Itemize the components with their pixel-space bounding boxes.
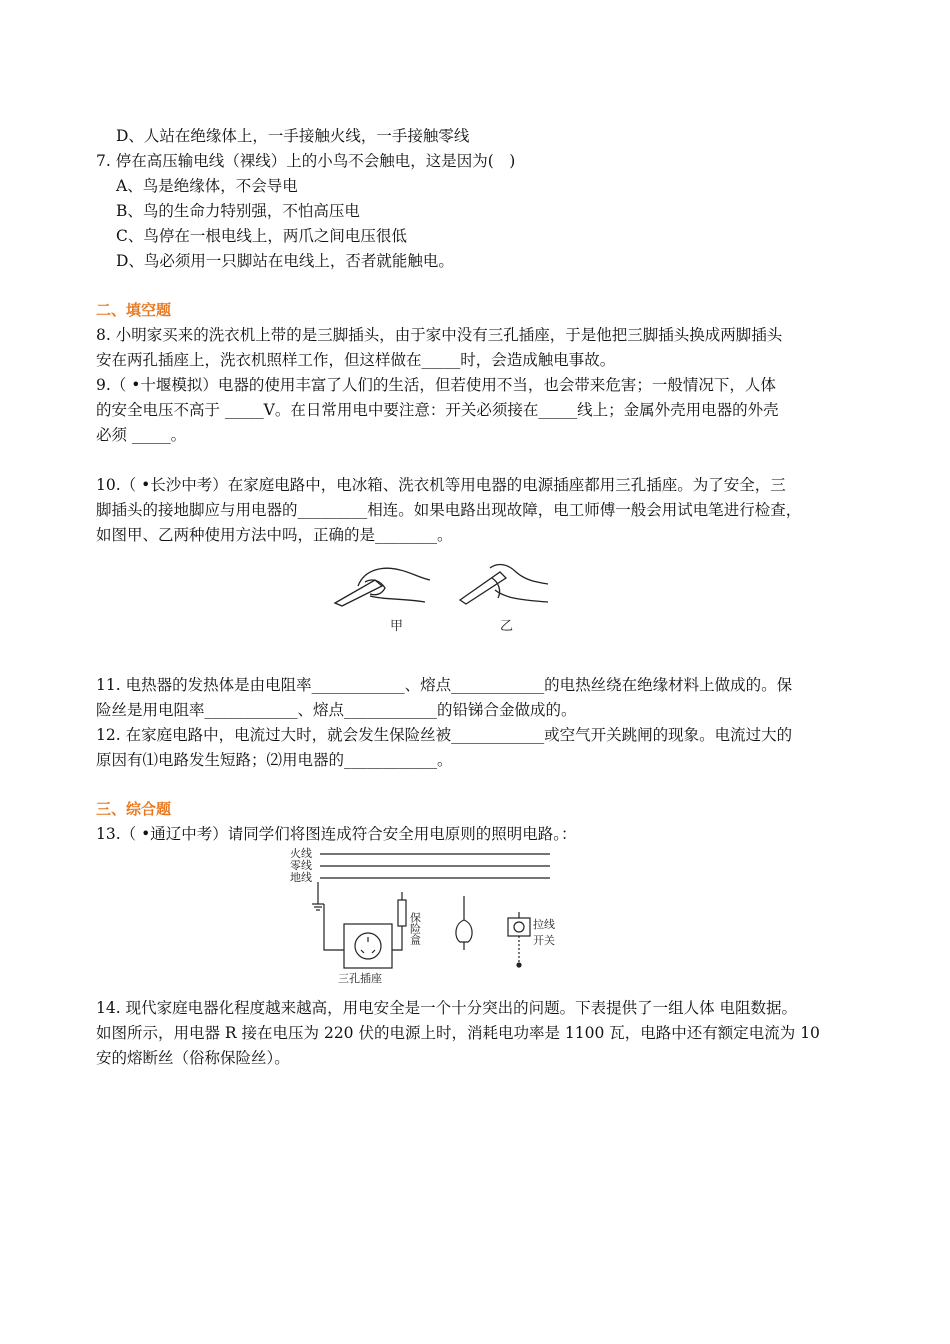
q7-option-d: D、鸟必须用一只脚站在电线上，否者就能触电。 [116, 252, 454, 270]
q12-line-1: 12. 在家庭电路中，电流过大时，就会发生保险丝被____________或空气开关跳闸的现象。电流过大的 [96, 726, 793, 744]
q12-line-2: 原因有⑴电路发生短路；⑵用电器的____________。 [96, 751, 453, 769]
label-ground: 地线 [290, 871, 312, 884]
label-fuse-box: 保险盒 [408, 912, 422, 945]
q10-line-1: 10.（ •长沙中考）在家庭电路中，电冰箱、洗衣机等用电器的电源插座都用三孔插座。为了安全，三 [96, 476, 786, 494]
hand-yi-bottom [495, 590, 548, 602]
q8-line-2: 安在两孔插座上，洗衣机照样工作，但这样做在_____时，会造成触电事故。 [96, 351, 616, 369]
q11-line-2: 险丝是用电阻率____________、熔点____________的铅锑合金做成的。 [96, 701, 577, 719]
q7-option-c: C、鸟停在一根电线上，两爪之间电压很低 [116, 227, 407, 245]
label-live: 火线 [290, 847, 312, 860]
section-comprehensive-title: 三、综合题 [96, 800, 172, 818]
q7-option-a: A、鸟是绝缘体，不会导电 [116, 177, 298, 195]
label-switch-1: 拉线 [533, 918, 555, 931]
q9-line-1: 9.（ •十堰模拟）电器的使用丰富了人们的生活，但若使用不当，也会带来危害；一般情况下，人体 [96, 376, 776, 394]
lamp-bulb [456, 920, 472, 942]
q11-line-1: 11. 电热器的发热体是由电阻率____________、熔点____________的电热丝绕在绝缘材料上做成的。保 [96, 676, 793, 694]
section-fill-in-title: 二、填空题 [96, 301, 172, 319]
label-switch-2: 开关 [533, 934, 555, 947]
lighting-circuit-figure [288, 846, 558, 986]
pull-switch [508, 918, 530, 936]
q9-line-2: 的安全电压不高于 _____V。在日常用电中要注意：开关必须接在_____线上；金属外壳用电器的外壳 [96, 401, 779, 419]
socket-wire [324, 904, 344, 950]
q6-option-d: D、人站在绝缘体上，一手接触火线，一手接触零线 [116, 127, 470, 145]
figure-label-jia: 甲 [390, 619, 404, 634]
q7-option-b: B、鸟的生命力特别强，不怕高压电 [116, 202, 360, 220]
q10-line-3: 如图甲、乙两种使用方法中吗，正确的是________。 [96, 526, 453, 544]
socket-face [355, 933, 381, 959]
q10-line-2: 脚插头的接地脚应与用电器的_________相连。如果电路出现故障，电工师傅一般会用试电笔进行检查， [96, 501, 802, 519]
label-neutral: 零线 [290, 859, 312, 872]
hand-jia-bottom [370, 596, 425, 602]
q7-stem: 7. 停在高压输电线（裸线）上的小鸟不会触电，这是因为( ) [96, 152, 516, 170]
q13-stem: 13.（ •通辽中考）请同学们将图连成符合安全用电原则的照明电路。： [96, 825, 577, 843]
q14-line-3: 安的熔断丝（俗称保险丝）。 [96, 1049, 290, 1067]
three-pin-socket [344, 924, 392, 968]
q14-line-1: 14. 现代家庭电器化程度越来越高，用电安全是一个十分突出的问题。下表提供了一组人体 电阻数据。 [96, 999, 798, 1017]
hand-yi-fingers [492, 578, 500, 598]
q14-line-2: 如图所示，用电器 R 接在电压为 220 伏的电源上时，消耗电功率是 1100 瓦，电路中还有额定电流为 10 [96, 1024, 820, 1042]
figure-label-yi: 乙 [500, 619, 514, 634]
q9-line-3: 必须 _____。 [96, 426, 187, 444]
hand-yi-top [490, 565, 548, 584]
q8-line-1: 8. 小明家买来的洗衣机上带的是三脚插头，由于家中没有三孔插座，于是他把三脚插头换成两脚插头 [96, 326, 783, 344]
socket-right-wire [392, 926, 402, 950]
test-pen-figure [330, 558, 560, 638]
fuse-box [398, 900, 406, 926]
label-socket: 三孔插座 [338, 972, 382, 985]
